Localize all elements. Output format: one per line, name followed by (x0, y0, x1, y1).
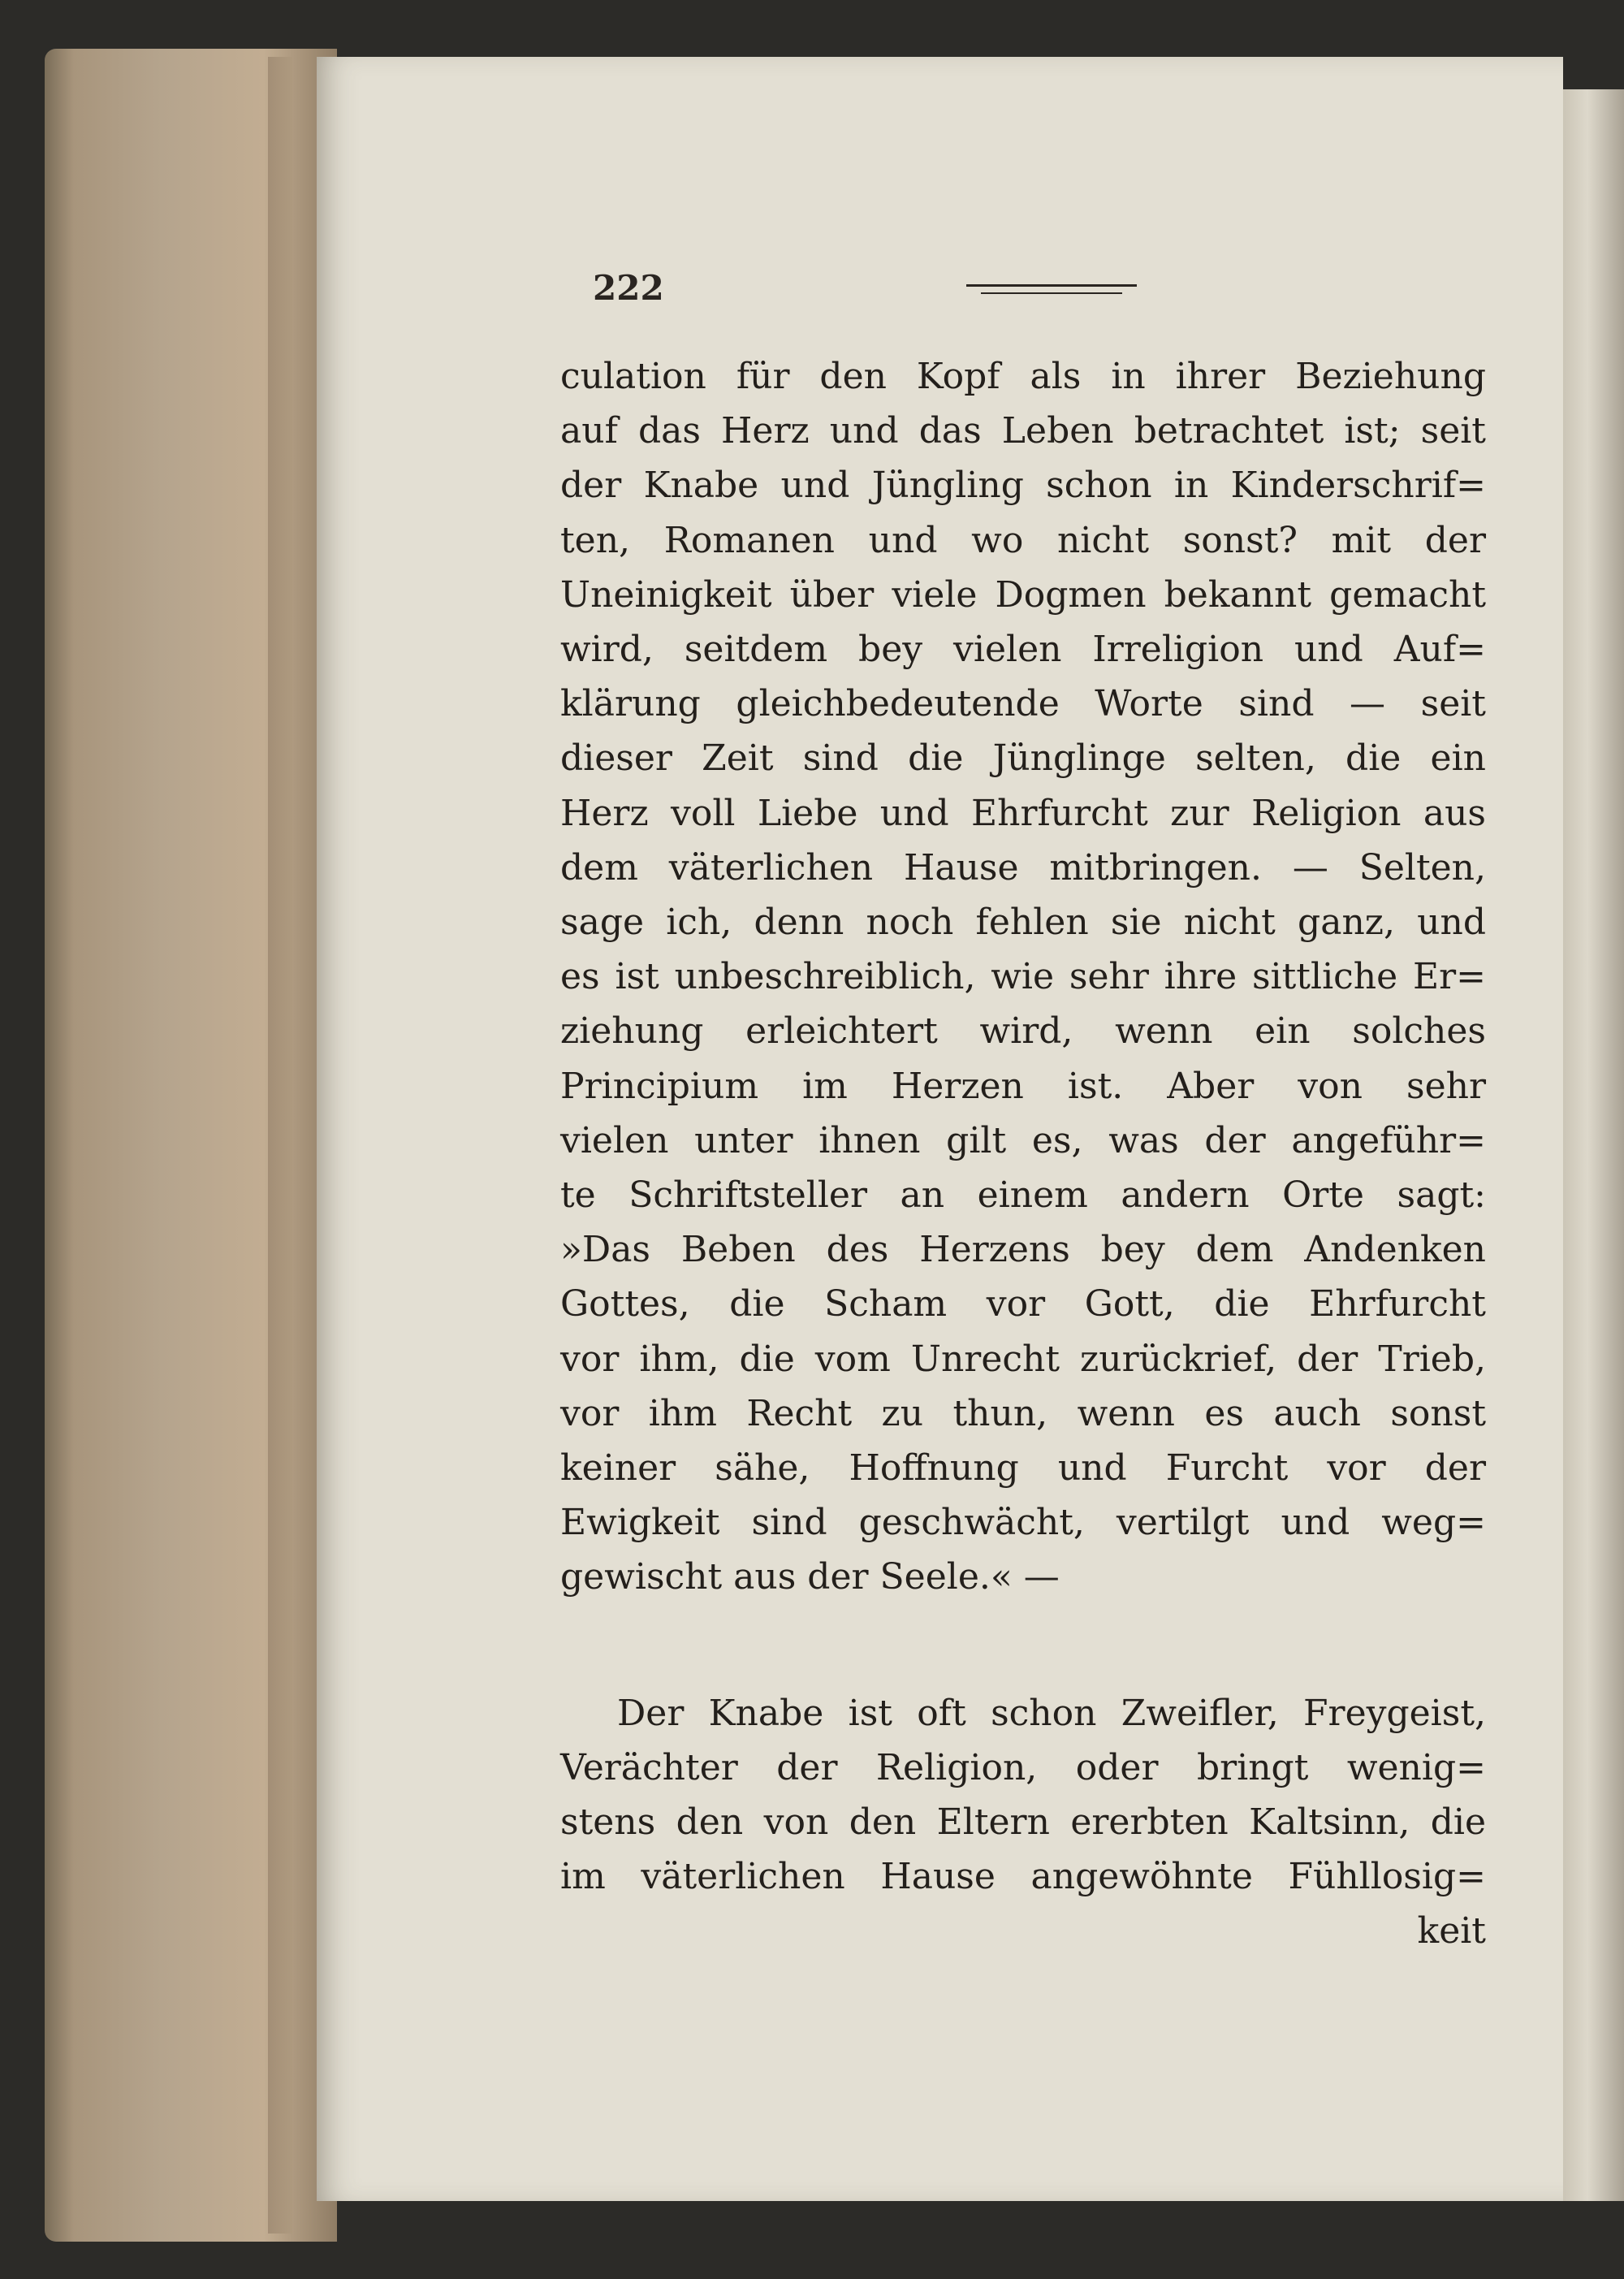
text-line: wird, seitdem bey vielen Irreligion und Auf= (560, 629, 1486, 671)
text-line: es ist unbeschreiblich, wie sehr ihre sittliche Er= (560, 956, 1486, 998)
book-spine-shadow (268, 57, 292, 2234)
text-line: ten, Romanen und wo nicht sonst? mit der (560, 519, 1486, 561)
header-rule (966, 284, 1137, 287)
text-line: auf das Herz und das Leben betrachtet ist; seit (560, 410, 1486, 452)
page-number: 222 (593, 268, 664, 308)
text-line: Der Knabe ist oft schon Zweifler, Freygeist, (617, 1692, 1486, 1734)
text-line: dieser Zeit sind die Jünglinge selten, die ein (560, 737, 1486, 780)
text-line: te Schriftsteller an einem andern Orte sagt: (560, 1174, 1486, 1217)
text-line: vielen unter ihnen gilt es, was der angeführ= (560, 1119, 1486, 1161)
text-line: keiner sähe, Hoffnung und Furcht vor der (560, 1447, 1486, 1490)
facing-page-edge (1563, 89, 1624, 2201)
text-line: vor ihm Recht zu thun, wenn es auch sonst (560, 1392, 1486, 1434)
text-line: klärung gleichbedeutende Worte sind — seit (560, 683, 1486, 725)
text-line: Principium im Herzen ist. Aber von sehr (560, 1065, 1486, 1107)
text-line: Herz voll Liebe und Ehrfurcht zur Religion aus (560, 792, 1486, 834)
text-line: Gottes, die Scham vor Gott, die Ehrfurcht (560, 1283, 1486, 1325)
text-line: stens den von den Eltern ererbten Kaltsinn, die (560, 1801, 1486, 1844)
text-line: der Knabe und Jüngling schon in Kinderschrif= (560, 465, 1486, 507)
text-line: dem väterlichen Hause mitbringen. — Selten, (560, 846, 1486, 889)
text-line: gewischt aus der Seele.« — (560, 1556, 1060, 1598)
page-header (593, 268, 1145, 317)
paragraph-2 (560, 1686, 1486, 1905)
text-line: Uneinigkeit über viele Dogmen bekannt gemacht (560, 573, 1486, 616)
text-line: culation für den Kopf als in ihrer Beziehung (560, 356, 1486, 397)
text-line: vor ihm, die vom Unrecht zurückrief, der Trieb, (560, 1338, 1486, 1380)
paragraph-1 (560, 349, 1486, 1605)
paragraph-gap (560, 1605, 1486, 1686)
catchword: keit (1417, 1910, 1486, 1953)
text-line: »Das Beben des Herzens bey dem Andenken (560, 1229, 1486, 1271)
text-line: sage ich, denn noch fehlen sie nicht ganz, und (560, 902, 1486, 944)
header-rule-secondary (981, 292, 1122, 294)
text-line: Verächter der Religion, oder bringt wenig= (560, 1746, 1486, 1788)
text-line: Ewigkeit sind geschwächt, vertilgt und weg= (560, 1502, 1486, 1544)
text-line: im väterlichen Hause angewöhnte Fühllosig= (560, 1856, 1486, 1898)
body-text (560, 349, 1486, 1959)
text-line: ziehung erleichtert wird, wenn ein solches (560, 1010, 1486, 1053)
book-page-edges (45, 49, 337, 2242)
